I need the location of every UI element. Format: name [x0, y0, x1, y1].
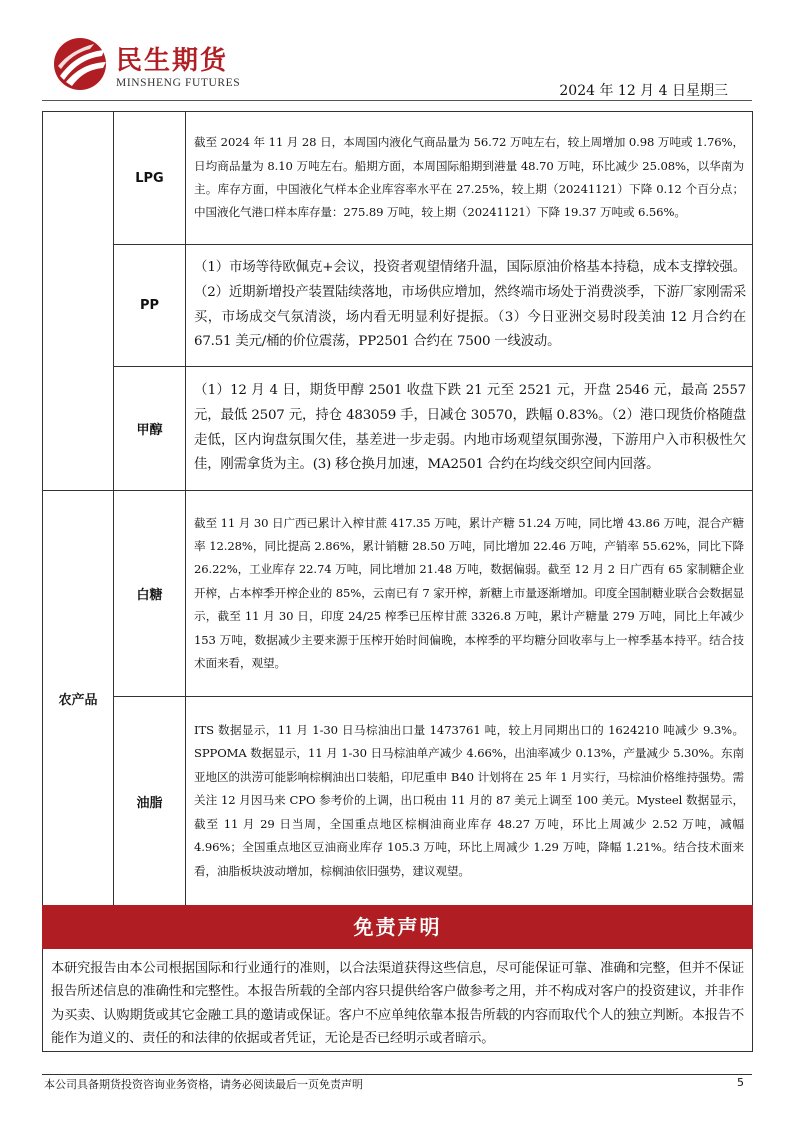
product-label: LPG [114, 112, 186, 245]
category-cell-agri: 农产品 [43, 491, 114, 906]
product-label: 油脂 [114, 697, 186, 906]
analysis-text: （1）市场等待欧佩克+会议，投资者观望情绪升温，国际原油价格基本持稳，成本支撑较强。（2）近期新增投产装置陆续落地，市场供应增加，然终端市场处于消费淡季，下游厂家刚需采买，市场成交气氛清淡，场内看无明显利好提振。（3）今日亚洲交易时段美油 12 月合约在 67.51 美元/桶的价位震荡，PP2501 合约在 7500 一线波动。 [186, 245, 753, 367]
table-row [43, 367, 753, 491]
table-row [43, 245, 753, 367]
table-row [43, 491, 753, 697]
minsheng-logo-icon [50, 36, 110, 92]
analysis-text: 截至 11 月 30 日广西已累计入榨甘蔗 417.35 万吨，累计产糖 51.24 万吨，同比增 43.86 万吨，混合产糖率 12.28%，同比提高 2.86%，累计销糖 28.50 万吨，同比增加 22.46 万吨，产销率 55.62%，同比下降 26.22%，工业库存 22.74 万吨，同比增加 21.48 万吨，数据偏弱。截至 12 月 2 日广西有 65 家制糖企业开榨，占本榨季开榨企业的 85%，云南已有 7 家开榨，新糖上市量逐渐增加。印度全国制糖业联合会数据显示，截至 11 月 30 日，印度 24/25 榨季已压榨甘蔗 3326.8 万吨，累计产糖量 279 万吨，同比上年减少 153 万吨，数据减少主要来源于压榨开始时间偏晚，本榨季的平均糖分回收率与上一榨季基本持平。结合技术面来看，观望。 [186, 491, 753, 697]
brand-name-en: MINSHENG FUTURES [116, 77, 241, 89]
product-label: 甲醇 [114, 367, 186, 491]
table-row [43, 697, 753, 906]
product-label: 白糖 [114, 491, 186, 697]
analysis-text: ITS 数据显示，11 月 1-30 日马棕油出口量 1473761 吨，较上月同期出口的 1624210 吨减少 9.3%。SPPOMA 数据显示，11 月 1-30 日马棕油单产减少 4.66%，出油率减少 0.13%，产量减少 5.30%。东南亚地区的洪涝可能影响棕榈油出口装船，印尼重申 B40 计划将在 25 年 1 月实行，马棕油价格维持强势。需关注 12 月因马来 CPO 参考价的上调，出口税由 11 月的 87 美元上调至 100 美元。Mysteel 数据显示，截至 11 月 29 日当周，全国重点地区棕榈油商业库存 48.27 万吨，环比上周减少 2.52 万吨，减幅 4.96%；全国重点地区豆油商业库存 105.3 万吨，环比上周减少 1.29 万吨，降幅 1.21%。结合技术面来看，油脂板块波动增加，棕榈油依旧强势，建议观望。 [186, 697, 753, 906]
table-row [43, 112, 753, 245]
brand-name-cn: 民生期货 [116, 46, 229, 76]
disclaimer-title: 免责声明 [42, 905, 753, 949]
page-number: 5 [737, 1076, 744, 1089]
analysis-text: （1）12 月 4 日，期货甲醇 2501 收盘下跌 21 元至 2521 元，开盘 2546 元，最高 2557 元，最低 2507 元，持仓 483059 手，日减仓 30570，跌幅 0.83%。（2）港口现货价格随盘走低，区内询盘氛围欠佳，基差进一步走弱。内地市场观望氛围弥漫，下游用户入市积极性欠佳，刚需拿货为主。(3) 移仓换月加速，MA2501 合约在均线交织空间内回落。 [186, 367, 753, 491]
footer-divider [42, 1074, 752, 1075]
report-date: 2024 年 12 月 4 日星期三 [559, 83, 728, 99]
category-cell-energy [43, 112, 114, 491]
commodity-table [42, 111, 753, 906]
disclaimer-text: 本研究报告由本公司根据国际和行业通行的准则，以合法渠道获得这些信息，尽可能保证可靠、准确和完整，但并不保证报告所述信息的准确性和完整性。本报告所载的全部内容只提供给客户做参考之用，并不构成对客户的投资建议，并非作为买卖、认购期货或其它金融工具的邀请或保证。客户不应单纯依靠本报告所载的内容而取代个人的独立判断。本报告不能作为道义的、责任的和法律的依据或者凭证，无论是否已经明示或者暗示。 [42, 949, 753, 1052]
footer-note: 本公司具备期货投资咨询业务资格，请务必阅读最后一页免责声明 [44, 1078, 363, 1091]
product-label: PP [114, 245, 186, 367]
header-divider [42, 100, 752, 101]
analysis-text: 截至 2024 年 11 月 28 日，本周国内液化气商品量为 56.72 万吨左右，较上周增加 0.98 万吨或 1.76%，日均商品量为 8.10 万吨左右。船期方面，本周国际船期到港量 48.70 万吨，环比减少 25.08%，以华南为主。库存方面，中国液化气样本企业库容率水平在 27.25%，较上期（20241121）下降 0.12 个百分点；中国液化气港口样本库存量：275.89 万吨，较上期（20241121）下降 19.37 万吨或 6.56%。 [186, 112, 753, 245]
